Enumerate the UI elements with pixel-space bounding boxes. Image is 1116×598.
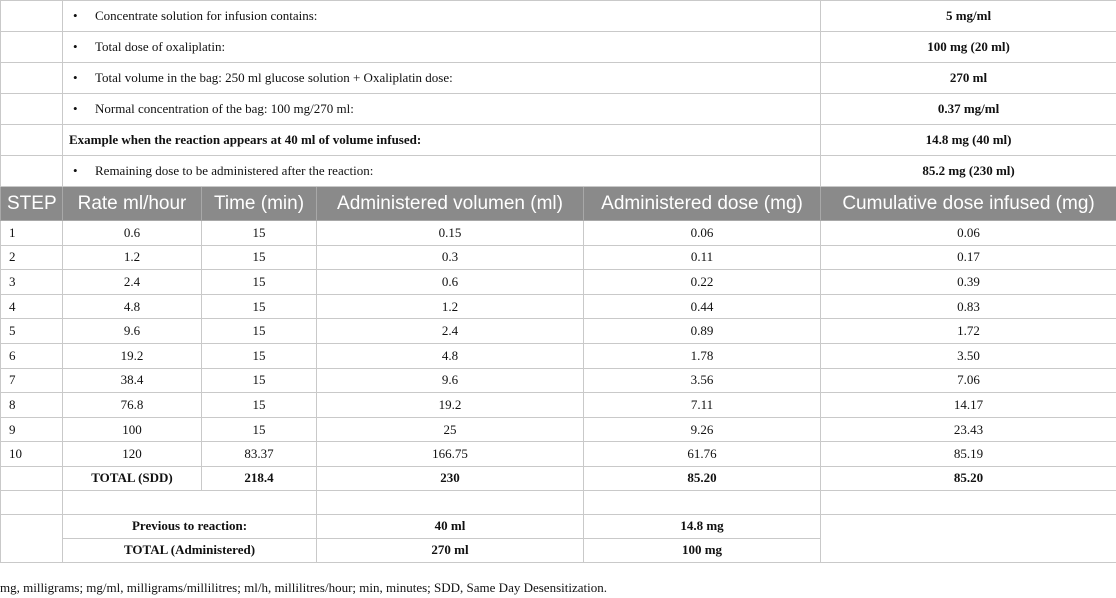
total-sdd-cumulative: 85.20 xyxy=(821,466,1116,490)
empty-cell xyxy=(1,63,63,94)
bullet-icon: • xyxy=(73,39,78,54)
info-value: 270 ml xyxy=(821,63,1116,94)
info-label-text: Remaining dose to be administered after the reaction: xyxy=(95,163,374,178)
volume-cell: 25 xyxy=(317,417,584,442)
info-label-text: Total volume in the bag: 250 ml glucose solution + Oxaliplatin dose: xyxy=(95,70,453,85)
step-cell: 10 xyxy=(1,442,63,467)
info-label xyxy=(63,32,821,63)
empty-cell xyxy=(63,490,317,514)
step-cell: 8 xyxy=(1,393,63,418)
step-cell: 3 xyxy=(1,270,63,295)
table-row xyxy=(1,417,1116,442)
total-administered-label: TOTAL (Administered) xyxy=(63,538,317,562)
time-cell: 15 xyxy=(202,270,317,295)
total-sdd-volume: 230 xyxy=(317,466,584,490)
volume-cell: 0.6 xyxy=(317,270,584,295)
volume-cell: 0.3 xyxy=(317,245,584,270)
rate-cell: 120 xyxy=(63,442,202,467)
rate-cell: 4.8 xyxy=(63,294,202,319)
rate-cell: 19.2 xyxy=(63,343,202,368)
previous-row xyxy=(1,514,1116,538)
table-row xyxy=(1,343,1116,368)
cumulative-cell: 23.43 xyxy=(821,417,1116,442)
previous-dose: 14.8 mg xyxy=(584,514,821,538)
cumulative-cell: 85.19 xyxy=(821,442,1116,467)
info-label xyxy=(63,156,821,187)
header-dose: Administered dose (mg) xyxy=(584,187,821,221)
empty-cell xyxy=(317,490,584,514)
info-row xyxy=(1,32,1116,63)
time-cell: 15 xyxy=(202,319,317,344)
bullet-icon: • xyxy=(73,101,78,116)
rate-cell: 38.4 xyxy=(63,368,202,393)
dose-cell: 1.78 xyxy=(584,343,821,368)
volume-cell: 9.6 xyxy=(317,368,584,393)
table-row xyxy=(1,221,1116,246)
total-administered-volume: 270 ml xyxy=(317,538,584,562)
rate-cell: 76.8 xyxy=(63,393,202,418)
rate-cell: 1.2 xyxy=(63,245,202,270)
step-cell: 1 xyxy=(1,221,63,246)
total-sdd-dose: 85.20 xyxy=(584,466,821,490)
dose-cell: 0.44 xyxy=(584,294,821,319)
empty-cell xyxy=(1,125,63,156)
time-cell: 15 xyxy=(202,221,317,246)
cumulative-cell: 0.17 xyxy=(821,245,1116,270)
example-row xyxy=(1,125,1116,156)
dose-cell: 0.11 xyxy=(584,245,821,270)
time-cell: 15 xyxy=(202,245,317,270)
dose-cell: 9.26 xyxy=(584,417,821,442)
table-row xyxy=(1,270,1116,295)
step-cell: 2 xyxy=(1,245,63,270)
table-row xyxy=(1,442,1116,467)
info-value: 85.2 mg (230 ml) xyxy=(821,156,1116,187)
info-label xyxy=(63,1,821,32)
total-administered-dose: 100 mg xyxy=(584,538,821,562)
time-cell: 15 xyxy=(202,417,317,442)
empty-cell xyxy=(1,466,63,490)
step-cell: 7 xyxy=(1,368,63,393)
info-value: 5 mg/ml xyxy=(821,1,1116,32)
volume-cell: 19.2 xyxy=(317,393,584,418)
cumulative-cell: 7.06 xyxy=(821,368,1116,393)
dose-cell: 61.76 xyxy=(584,442,821,467)
cumulative-cell: 0.39 xyxy=(821,270,1116,295)
dose-cell: 0.06 xyxy=(584,221,821,246)
empty-cell xyxy=(821,490,1116,514)
dose-cell: 0.22 xyxy=(584,270,821,295)
rate-cell: 100 xyxy=(63,417,202,442)
header-volume: Administered volumen (ml) xyxy=(317,187,584,221)
table-row xyxy=(1,294,1116,319)
empty-cell xyxy=(1,1,63,32)
header-cumulative: Cumulative dose infused (mg) xyxy=(821,187,1116,221)
info-label-text: Normal concentration of the bag: 100 mg/270 ml: xyxy=(95,101,354,116)
example-label: Example when the reaction appears at 40 ml of volume infused: xyxy=(63,125,821,156)
info-value: 100 mg (20 ml) xyxy=(821,32,1116,63)
example-value: 14.8 mg (40 ml) xyxy=(821,125,1116,156)
cumulative-cell: 0.83 xyxy=(821,294,1116,319)
cumulative-cell: 1.72 xyxy=(821,319,1116,344)
volume-cell: 2.4 xyxy=(317,319,584,344)
table-row xyxy=(1,368,1116,393)
table-body xyxy=(1,1,1116,563)
table-row xyxy=(1,393,1116,418)
empty-row xyxy=(1,490,1116,514)
step-cell: 5 xyxy=(1,319,63,344)
previous-volume: 40 ml xyxy=(317,514,584,538)
table-footnote: mg, milligrams; mg/ml, milligrams/millilitres; ml/h, millilitres/hour; min, minutes; SDD, Same Day Desensitization. xyxy=(0,580,607,595)
info-row xyxy=(1,1,1116,32)
rate-cell: 0.6 xyxy=(63,221,202,246)
empty-cell xyxy=(1,32,63,63)
bullet-icon: • xyxy=(73,163,78,178)
header-time: Time (min) xyxy=(202,187,317,221)
step-cell: 9 xyxy=(1,417,63,442)
rate-cell: 2.4 xyxy=(63,270,202,295)
time-cell: 15 xyxy=(202,393,317,418)
info-row xyxy=(1,94,1116,125)
volume-cell: 4.8 xyxy=(317,343,584,368)
time-cell: 15 xyxy=(202,343,317,368)
time-cell: 83.37 xyxy=(202,442,317,467)
dose-cell: 7.11 xyxy=(584,393,821,418)
info-row xyxy=(1,156,1116,187)
dose-cell: 0.89 xyxy=(584,319,821,344)
volume-cell: 1.2 xyxy=(317,294,584,319)
cumulative-cell: 14.17 xyxy=(821,393,1116,418)
header-rate: Rate ml/hour xyxy=(63,187,202,221)
info-value: 0.37 mg/ml xyxy=(821,94,1116,125)
empty-cell xyxy=(584,490,821,514)
dose-cell: 3.56 xyxy=(584,368,821,393)
info-label-text: Total dose of oxaliplatin: xyxy=(95,39,226,54)
time-cell: 15 xyxy=(202,368,317,393)
cumulative-cell: 0.06 xyxy=(821,221,1116,246)
info-label xyxy=(63,94,821,125)
rate-cell: 9.6 xyxy=(63,319,202,344)
empty-cell xyxy=(1,94,63,125)
step-cell: 4 xyxy=(1,294,63,319)
info-row xyxy=(1,63,1116,94)
volume-cell: 166.75 xyxy=(317,442,584,467)
bullet-icon: • xyxy=(73,8,78,23)
table-row xyxy=(1,245,1116,270)
step-cell: 6 xyxy=(1,343,63,368)
empty-cell xyxy=(1,514,63,562)
table-header-row xyxy=(1,187,1116,221)
time-cell: 15 xyxy=(202,294,317,319)
empty-cell xyxy=(1,156,63,187)
info-label xyxy=(63,63,821,94)
table-row xyxy=(1,319,1116,344)
empty-cell xyxy=(821,514,1116,562)
volume-cell: 0.15 xyxy=(317,221,584,246)
total-sdd-time: 218.4 xyxy=(202,466,317,490)
previous-label: Previous to reaction: xyxy=(63,514,317,538)
empty-cell xyxy=(1,490,63,514)
total-sdd-label: TOTAL (SDD) xyxy=(63,466,202,490)
total-sdd-row xyxy=(1,466,1116,490)
bullet-icon: • xyxy=(73,70,78,85)
header-step: STEP xyxy=(1,187,63,221)
info-label-text: Concentrate solution for infusion contains: xyxy=(95,8,318,23)
cumulative-cell: 3.50 xyxy=(821,343,1116,368)
